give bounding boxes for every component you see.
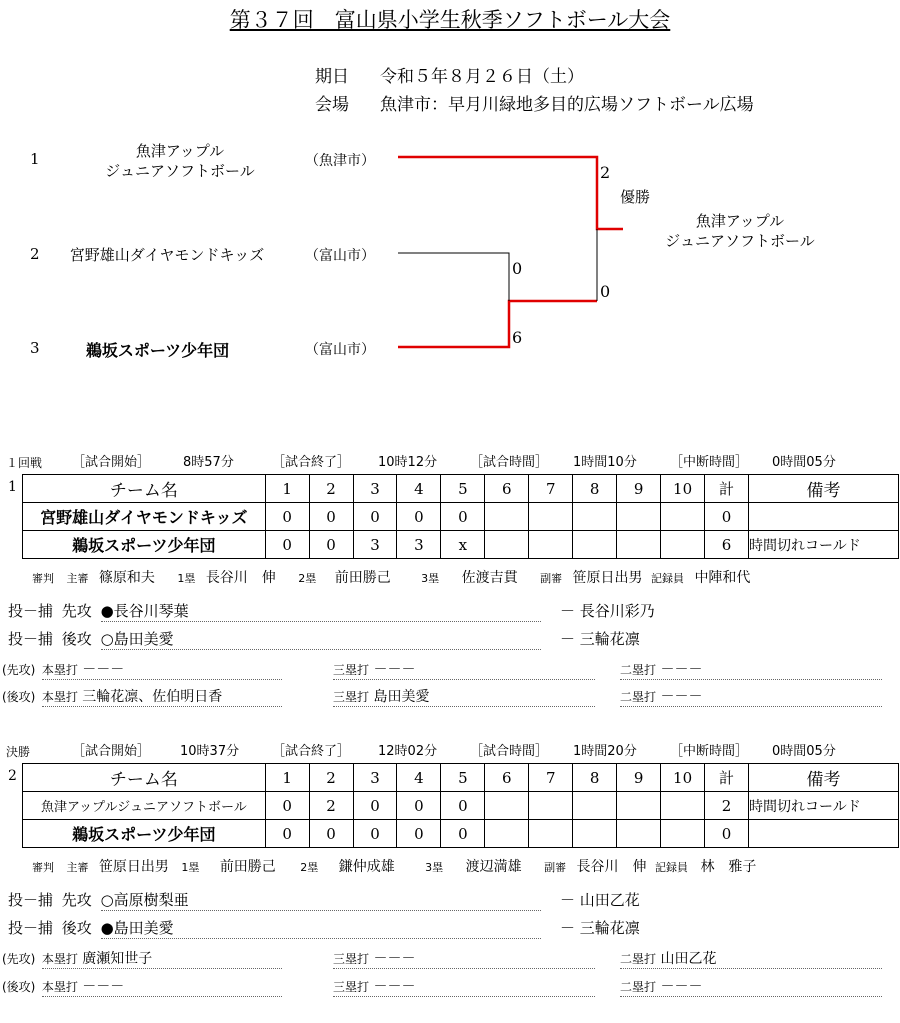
inning-score: 0 [353,503,397,531]
inning-score [485,531,529,559]
team-name: 宮野雄山ダイヤモンドキッズ [23,503,266,531]
break-value: 0時間05分 [772,455,836,470]
bracket-team-2: 宮野雄山ダイヤモンドキッズ [69,246,265,264]
third-base-label: 3塁 [425,861,444,874]
first-base-label: 1塁 [181,861,200,874]
start-label: ［試合開始］ [72,455,151,470]
score-final-top: 2 [600,163,611,182]
header-inning: 1 [265,475,309,503]
triple-value: 島田美愛 [373,689,430,705]
header-inning: 4 [397,764,441,792]
triple-cell [333,976,595,997]
hr-value: －－－ [82,662,125,678]
table-row [23,503,899,531]
game-num: 1 [8,479,17,495]
break-label: ［中断時間］ [670,744,749,759]
header-inning: 7 [529,764,573,792]
inning-score [573,792,617,820]
battery-side: 先攻 [61,602,92,620]
break-label: ［中断時間］ [670,455,749,470]
inning-score [617,820,661,848]
inning-score [485,792,529,820]
inning-score: 0 [265,820,309,848]
game-round: 決勝 [6,745,31,759]
winner-name-line2: ジュニアソフトボール [665,232,815,250]
second-base-umpire: 鎌仲成雄 [338,859,395,875]
inning-score: 2 [309,792,353,820]
pitcher: ●島田美愛 [101,917,541,939]
pitcher: ○高原樹梨亜 [101,889,541,911]
triple-value: －－－ [373,662,416,678]
hits-side: (後攻) [2,980,36,994]
end-time: 10時12分 [378,455,438,470]
score-final-bottom: 0 [600,282,611,301]
header-inning: 7 [529,475,573,503]
inning-score [661,792,705,820]
header-inning: 3 [353,764,397,792]
duration-value: 1時間20分 [573,744,637,759]
hits-side: (後攻) [2,690,36,704]
double-label: 二塁打 [620,980,657,994]
double-value: －－－ [660,689,703,705]
first-base-umpire: 長谷川 伸 [205,570,276,586]
inning-score [573,531,617,559]
venue-value: 魚津市：早月川緑地多目的広場ソフトボール広場 [380,95,754,115]
bracket-num-1: 1 [30,150,40,168]
header-inning: 9 [617,764,661,792]
bracket-team-1-line2: ジュニアソフトボール [105,162,255,180]
second-base-label: 2塁 [298,572,317,585]
team-name: 魚津アップルジュニアソフトボール [23,792,266,820]
header-inning: 9 [617,475,661,503]
double-cell [620,659,882,680]
double-cell [620,948,882,969]
first-base-umpire: 前田勝己 [219,859,276,875]
battery-row [8,628,541,650]
battery-row [8,917,541,939]
inning-score [617,503,661,531]
battery-side: 先攻 [61,891,92,909]
start-label: ［試合開始］ [72,744,151,759]
inning-score: 0 [309,820,353,848]
double-value: －－－ [660,662,703,678]
inning-score [485,503,529,531]
inning-score: 0 [397,820,441,848]
inning-score: 0 [441,503,485,531]
double-label: 二塁打 [620,663,657,677]
date-value: 令和５年８月２６日（土） [380,67,584,87]
winner-path [398,157,623,347]
pitcher: ○島田美愛 [101,628,541,650]
header-inning: 1 [265,764,309,792]
duration-label: ［試合時間］ [470,744,549,759]
umpire-label: 審判 [32,861,54,874]
inning-score [485,820,529,848]
header-total: 計 [705,475,749,503]
note [749,820,899,848]
start-time: 8時57分 [183,455,234,470]
catcher: － 三輪花凛 [560,919,640,937]
chief-umpire: 篠原和夫 [98,570,155,586]
inning-score: 0 [309,503,353,531]
scoreboard [22,763,899,848]
battery-label: 投－捕 [8,919,54,937]
duration-value: 1時間10分 [573,455,637,470]
note [749,503,899,531]
battery-row [8,889,541,911]
inning-score: 0 [397,503,441,531]
triple-label: 三塁打 [333,980,370,994]
inning-score: 0 [309,531,353,559]
header-inning: 10 [661,764,705,792]
end-label: ［試合終了］ [272,744,351,759]
game-round: １回戦 [6,456,43,470]
double-cell [620,686,882,707]
inning-score: 3 [353,531,397,559]
inning-score [661,531,705,559]
duration-label: ［試合時間］ [470,455,549,470]
start-time: 10時37分 [180,744,240,759]
umpires-row [32,567,750,587]
total-score: 6 [705,531,749,559]
header-inning: 5 [441,475,485,503]
inning-score [573,503,617,531]
hits-side: (先攻) [2,952,36,966]
double-label: 二塁打 [620,952,657,966]
catcher: － 長谷川彩乃 [560,602,655,620]
header-team: チーム名 [23,764,266,792]
venue-label: 会場 [315,95,349,115]
battery-side: 後攻 [61,630,92,648]
inning-score: x [441,531,485,559]
header-inning: 8 [573,764,617,792]
hr-label: 本塁打 [41,980,78,994]
loser-path [398,229,597,301]
triple-cell [333,948,595,969]
inning-score [661,503,705,531]
header-inning: 2 [309,764,353,792]
battery-label: 投－捕 [8,891,54,909]
first-base-label: 1塁 [177,572,196,585]
inning-score: 0 [265,503,309,531]
end-time: 12時02分 [378,744,438,759]
inning-score [617,531,661,559]
header-inning: 6 [485,475,529,503]
triple-value: －－－ [373,979,416,995]
total-score: 0 [705,820,749,848]
inning-score [529,820,573,848]
bracket-city-1: （魚津市） [305,153,375,169]
sub-umpire-label: 副審 [540,572,563,585]
catcher: － 山田乙花 [560,891,640,909]
battery-row [8,600,541,622]
sub-umpire-label: 副審 [544,861,567,874]
triple-cell [333,659,595,680]
hr-label: 本塁打 [41,663,78,677]
battery-label: 投－捕 [8,602,54,620]
header-inning: 10 [661,475,705,503]
recorder: 中陣和代 [694,570,751,586]
header-inning: 5 [441,764,485,792]
inning-score: 0 [265,792,309,820]
end-label: ［試合終了］ [272,455,351,470]
header-inning: 4 [397,475,441,503]
triple-label: 三塁打 [333,690,370,704]
inning-score [529,531,573,559]
break-value: 0時間05分 [772,744,836,759]
scoreboard [22,474,899,559]
double-value: 山田乙花 [660,951,717,967]
inning-score [661,820,705,848]
second-base-umpire: 前田勝己 [334,570,391,586]
bracket-city-3: （富山市） [305,342,375,358]
battery-side: 後攻 [61,919,92,937]
hr-label: 本塁打 [41,952,78,966]
total-score: 0 [705,503,749,531]
double-label: 二塁打 [620,690,657,704]
chief-label: 主審 [66,572,89,585]
sub-umpire: 笹原日出男 [572,570,643,586]
table-row [23,531,899,559]
bracket-team-1-line1: 魚津アップル [135,142,225,160]
inning-score: 0 [441,820,485,848]
triple-value: －－－ [373,951,416,967]
team2-line [398,253,509,301]
pitcher: ●長谷川琴葉 [101,600,541,622]
recorder: 林 雅子 [700,859,757,875]
team1-line [398,157,623,229]
inning-score: 0 [397,792,441,820]
game-num: 2 [8,768,17,784]
recorder-label: 記録員 [650,572,684,585]
date-label: 期日 [315,67,349,87]
hr-label: 本塁打 [41,690,78,704]
score-r1-top: 0 [512,259,523,278]
triple-cell [333,686,595,707]
double-value: －－－ [660,979,703,995]
chief-label: 主審 [66,861,89,874]
header-team: チーム名 [23,475,266,503]
bracket-num-3: 3 [30,339,40,357]
hits-row [2,686,282,707]
third-base-umpire: 佐渡吉貫 [461,570,518,586]
winner-name-line1: 魚津アップル [695,212,785,230]
inning-score: 0 [353,792,397,820]
inning-score [617,792,661,820]
header-inning: 3 [353,475,397,503]
third-base-umpire: 渡辺満雄 [465,859,522,875]
inning-score: 0 [353,820,397,848]
bracket-city-2: （富山市） [305,248,375,264]
page-title: 第３７回 富山県小学生秋季ソフトボール大会 [229,8,671,32]
header-notes: 備考 [749,475,899,503]
umpire-label: 審判 [32,572,54,585]
team-name: 鵜坂スポーツ少年団 [23,820,266,848]
triple-label: 三塁打 [333,663,370,677]
sub-umpire: 長谷川 伸 [576,859,647,875]
header-inning: 6 [485,764,529,792]
bracket-team-3: 鵜坂スポーツ少年団 [85,341,230,360]
umpires-row [32,856,756,876]
total-score: 2 [705,792,749,820]
double-cell [620,976,882,997]
header-inning: 8 [573,475,617,503]
inning-score [529,503,573,531]
inning-score: 3 [397,531,441,559]
catcher: － 三輪花凛 [560,630,640,648]
team-name: 鵜坂スポーツ少年団 [23,531,266,559]
score-r1-bottom: 6 [512,328,523,347]
hr-value: 廣瀬知世子 [82,951,153,967]
scoreboard-header [23,764,899,792]
hits-row [2,948,282,969]
table-row [23,792,899,820]
battery-label: 投－捕 [8,630,54,648]
winner-label: 優勝 [620,188,651,206]
header-inning: 2 [309,475,353,503]
table-row [23,820,899,848]
inning-score: 0 [441,792,485,820]
third-base-label: 3塁 [421,572,440,585]
inning-score [573,820,617,848]
hits-row [2,659,282,680]
hits-side: (先攻) [2,663,36,677]
note: 時間切れコールド [749,792,899,820]
note: 時間切れコールド [749,531,899,559]
inning-score [529,792,573,820]
header-total: 計 [705,764,749,792]
header-notes: 備考 [749,764,899,792]
hr-value: 三輪花凛、佐伯明日香 [82,689,223,705]
scoreboard-header [23,475,899,503]
second-base-label: 2塁 [300,861,319,874]
triple-label: 三塁打 [333,952,370,966]
recorder-label: 記録員 [654,861,688,874]
hr-value: －－－ [82,979,125,995]
hits-row [2,976,282,997]
chief-umpire: 笹原日出男 [98,859,169,875]
bracket-num-2: 2 [30,245,40,263]
inning-score: 0 [265,531,309,559]
team3-line [398,301,597,347]
